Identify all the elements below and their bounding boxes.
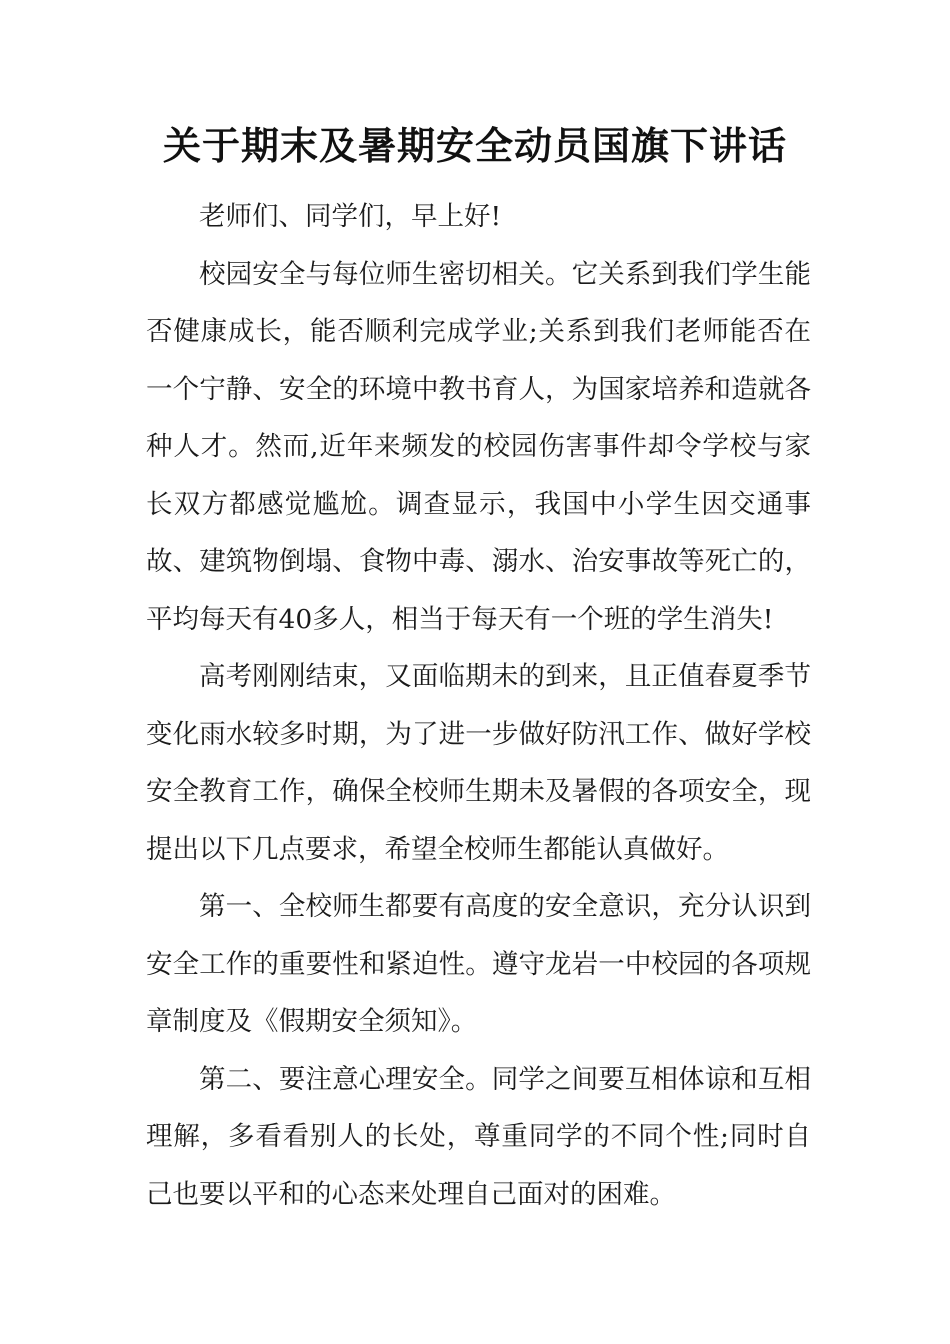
paragraph-requirements-intro: 高考刚刚结束，又面临期未的到来，且正值春夏季节变化雨水较多时期，为了进一步做好防汛工作、做好学校安全教育工作，确保全校师生期未及暑假的各项安全，现提出以下几点要求，希望全校师生都能认真做好。 — [146, 661, 811, 865]
document-title: 关于期末及暑期安全动员国旗下讲话 — [162, 123, 787, 168]
paragraph-point-one: 第一、全校师生都要有高度的安全意识，充分认识到安全工作的重要性和紧迫性。遵守龙岩一中校园的各项规章制度及《假期安全须知》。 — [146, 891, 811, 1037]
paragraph-greeting: 老师们、同学们，早上好! — [199, 201, 502, 232]
paragraph-point-two: 第二、要注意心理安全。同学之间要互相体谅和互相理解，多看看别人的长处，尊重同学的不同个性;同时自己也要以平和的心态来处理自己面对的困难。 — [146, 1063, 811, 1210]
paragraph-campus-safety: 校园安全与每位师生密切相关。它关系到我们学生能否健康成长，能否顺利完成学业;关系到我们老师能否在一个宁静、安全的环境中教书育人，为国家培养和造就各种人才。然而,近年来频发的校园伤害事件却令学校与家长双方都感觉尴尬。调查显示，我国中小学生因交通事故、建筑物倒塌、食物中毒、溺水、治安事故等死亡的，平均每天有40多人，相当于每天有一个班的学生消失! — [146, 258, 811, 635]
document-body — [146, 188, 811, 1223]
